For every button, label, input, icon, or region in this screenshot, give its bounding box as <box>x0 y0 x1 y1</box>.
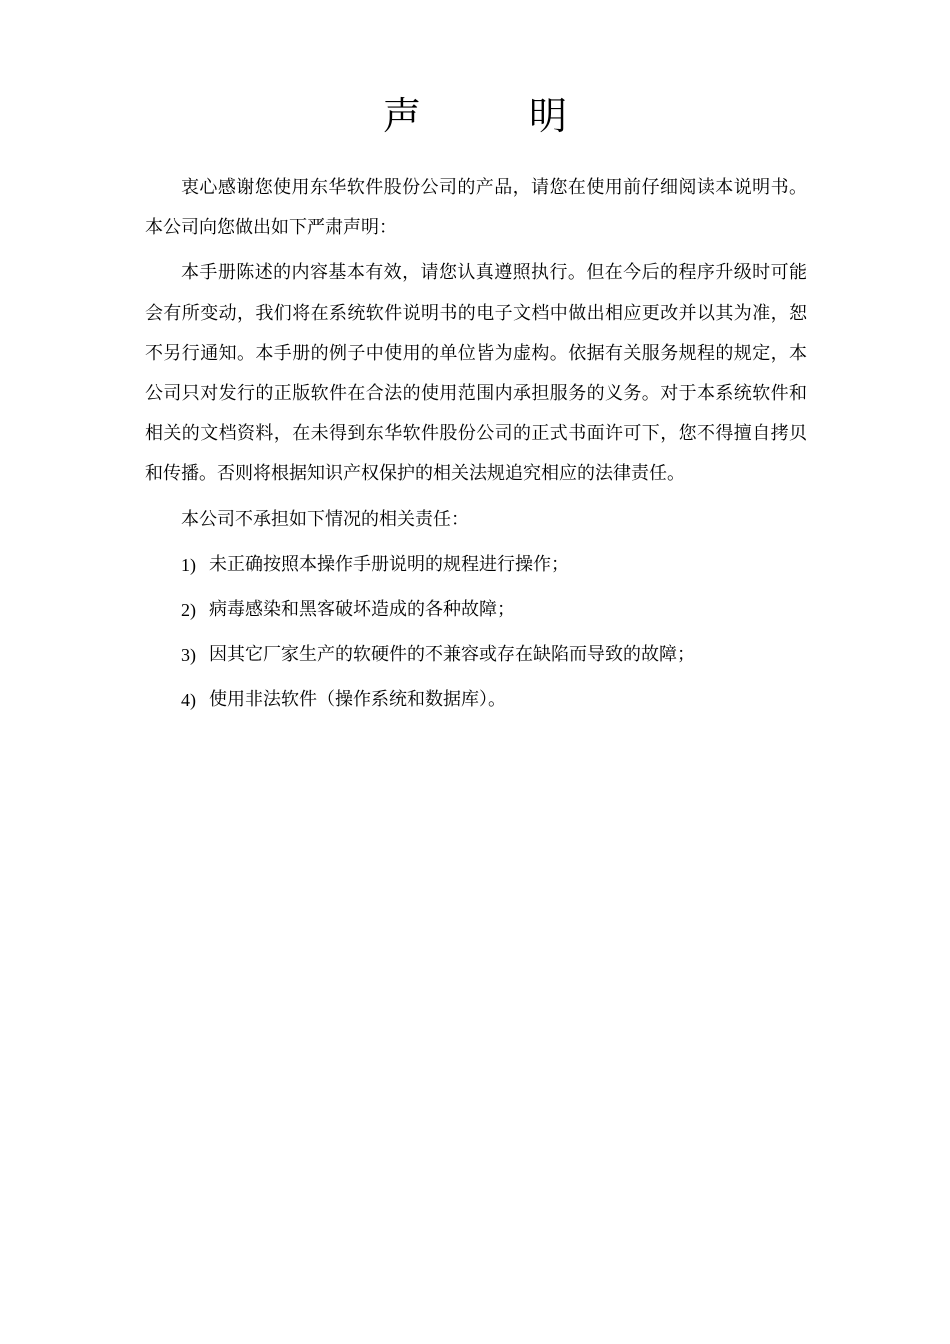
manual-notice-paragraph: 本手册陈述的内容基本有效，请您认真遵照执行。但在今后的程序升级时可能会有所变动，我们将在系统软件说明书的电子文档中做出相应更改并以其为准，恕不另行通知。本手册的例子中使用的单位皆为虚构。依据有关服务规程的规定，本公司只对发行的正版软件在合法的使用范围内承担服务的义务。对于本系统软件和相关的文档资料，在未得到东华软件股份公司的正式书面许可下，您不得擅自拷贝和传播。否则将根据知识产权保护的相关法规追究相应的法律责任。 <box>145 262 807 485</box>
list-item-text: 病毒感染和黑客破坏造成的各种故障； <box>209 599 515 621</box>
list-item-text: 未正确按照本操作手册说明的规程进行操作； <box>209 553 569 575</box>
list-item-number: 3) <box>181 645 196 666</box>
list-item <box>145 590 807 630</box>
document-body <box>145 168 807 726</box>
list-item-number: 1) <box>181 554 196 575</box>
list-item <box>145 680 807 720</box>
list-item <box>145 545 807 585</box>
liability-intro-paragraph: 本公司不承担如下情况的相关责任： <box>181 508 469 530</box>
intro-paragraph: 衷心感谢您使用东华软件股份公司的产品，请您在使用前仔细阅读本说明书。本公司向您做出如下严肃声明： <box>145 177 807 239</box>
list-item-text: 因其它厂家生产的软硬件的不兼容或存在缺陷而导致的故障； <box>209 644 695 666</box>
list-item-text: 使用非法软件（操作系统和数据库）。 <box>209 689 506 711</box>
list-item-number: 2) <box>181 600 196 621</box>
list-item-number: 4) <box>181 690 196 711</box>
document-title: 声 明 <box>382 94 616 138</box>
liability-list <box>145 545 807 721</box>
list-item <box>145 635 807 675</box>
